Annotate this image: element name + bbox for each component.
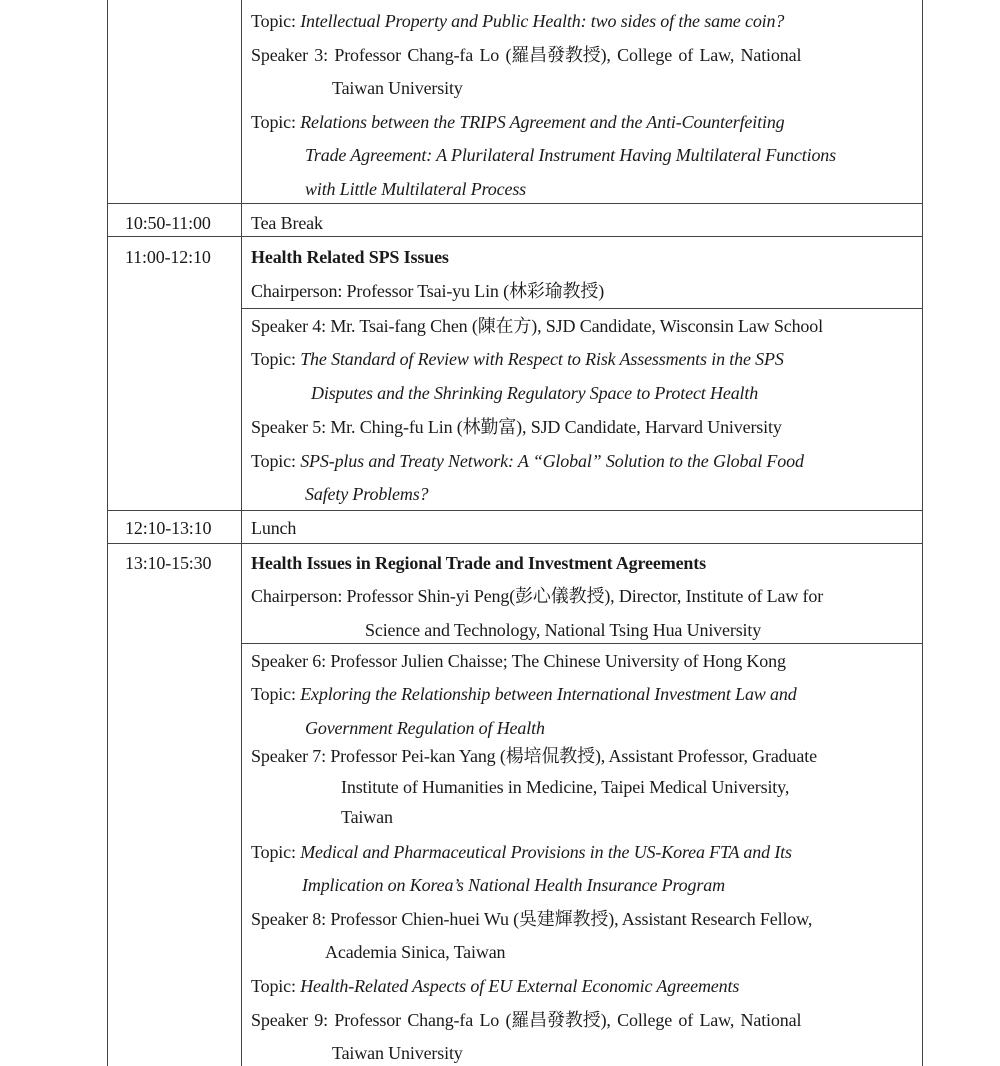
topic-title: Medical and Pharmaceutical Provisions in the US-Korea FTA and Its xyxy=(300,842,792,862)
session-time: 10:50-11:00 xyxy=(125,213,211,233)
topic-title-continued: Implication on Korea’s National Health Insurance Program xyxy=(302,875,725,895)
session-time: 12:10-13:10 xyxy=(125,518,212,538)
topic-line xyxy=(251,450,804,472)
row-border xyxy=(107,236,923,237)
speaker-line: Speaker 7: Professor Pei-kan Yang (楊培侃教授), Assistant Professor, Graduate xyxy=(251,746,817,766)
section-border xyxy=(241,308,923,309)
topic-title: Exploring the Relationship between International Investment Law and xyxy=(300,684,797,704)
topic-line xyxy=(251,975,739,997)
topic-label: Topic: xyxy=(251,349,301,369)
speaker-text: Professor Chang-fa Lo (羅昌發教授), College of Law, National xyxy=(334,45,802,65)
table-border-divider xyxy=(241,0,242,1066)
speaker-line: Speaker 9: Professor Chang-fa Lo (羅昌發教授), College of Law, National xyxy=(251,1010,802,1030)
topic-label: Topic: xyxy=(251,976,301,996)
topic-title: Health-Related Aspects of EU External Economic Agreements xyxy=(300,976,740,996)
topic-title-continued: Disputes and the Shrinking Regulatory Space to Protect Health xyxy=(311,383,759,403)
speaker-affiliation: Academia Sinica, Taiwan xyxy=(325,942,506,962)
topic-line xyxy=(251,348,784,370)
speaker-line xyxy=(251,44,801,66)
topic-title-continued: Trade Agreement: A Plurilateral Instrument Having Multilateral Functions xyxy=(305,145,836,165)
session-time: 13:10-15:30 xyxy=(125,553,212,573)
session-title: Health Issues in Regional Trade and Investment Agreements xyxy=(251,553,706,573)
table-border-right xyxy=(922,0,923,1066)
topic-title-continued: Safety Problems? xyxy=(305,484,429,504)
section-border xyxy=(241,643,923,644)
row-border xyxy=(107,510,923,511)
topic-title: The Standard of Review with Respect to Risk Assessments in the SPS xyxy=(300,349,784,369)
speaker-line: Speaker 5: Mr. Ching-fu Lin (林勤富), SJD Candidate, Harvard University xyxy=(251,417,782,437)
speaker-affiliation: Taiwan xyxy=(341,807,393,827)
topic-line xyxy=(251,683,797,705)
topic-title-continued: with Little Multilateral Process xyxy=(305,179,527,199)
speaker-affiliation: Institute of Humanities in Medicine, Taipei Medical University, xyxy=(341,777,790,797)
row-border xyxy=(107,543,923,544)
topic-title-continued: Government Regulation of Health xyxy=(305,718,545,738)
topic-label: Topic: xyxy=(251,112,301,132)
topic-title: SPS-plus and Treaty Network: A “Global” Solution to the Global Food xyxy=(300,451,804,471)
topic-label: Topic: xyxy=(251,842,301,862)
chairperson-line-continued: Science and Technology, National Tsing Hua University xyxy=(365,620,762,640)
topic-line xyxy=(251,10,784,32)
row-border xyxy=(107,203,923,204)
topic-label: Topic: xyxy=(251,11,301,31)
speaker-affiliation: Taiwan University xyxy=(332,78,463,98)
session-label: Tea Break xyxy=(251,213,323,233)
speaker-line: Speaker 8: Professor Chien-huei Wu (吳建輝教授), Assistant Research Fellow, xyxy=(251,909,813,929)
speaker-affiliation: Taiwan University xyxy=(332,1043,463,1063)
table-border-left xyxy=(107,0,108,1066)
speaker-label: Speaker 3: xyxy=(251,45,335,65)
speaker-line: Speaker 6: Professor Julien Chaisse; The Chinese University of Hong Kong xyxy=(251,651,786,671)
session-time: 11:00-12:10 xyxy=(125,247,211,267)
topic-title: Relations between the TRIPS Agreement and the Anti-Counterfeiting xyxy=(300,112,785,132)
session-label: Lunch xyxy=(251,518,297,538)
topic-label: Topic: xyxy=(251,684,301,704)
speaker-line: Speaker 4: Mr. Tsai-fang Chen (陳在方), SJD Candidate, Wisconsin Law School xyxy=(251,316,823,336)
chairperson-line: Chairperson: Professor Tsai-yu Lin (林彩瑜教授) xyxy=(251,281,605,301)
topic-label: Topic: xyxy=(251,451,301,471)
session-title: Health Related SPS Issues xyxy=(251,247,449,267)
topic-line xyxy=(251,841,792,863)
topic-title: Intellectual Property and Public Health: two sides of the same coin? xyxy=(300,11,785,31)
topic-line xyxy=(251,111,785,133)
chairperson-line: Chairperson: Professor Shin-yi Peng(彭心儀教授), Director, Institute of Law for xyxy=(251,586,824,606)
